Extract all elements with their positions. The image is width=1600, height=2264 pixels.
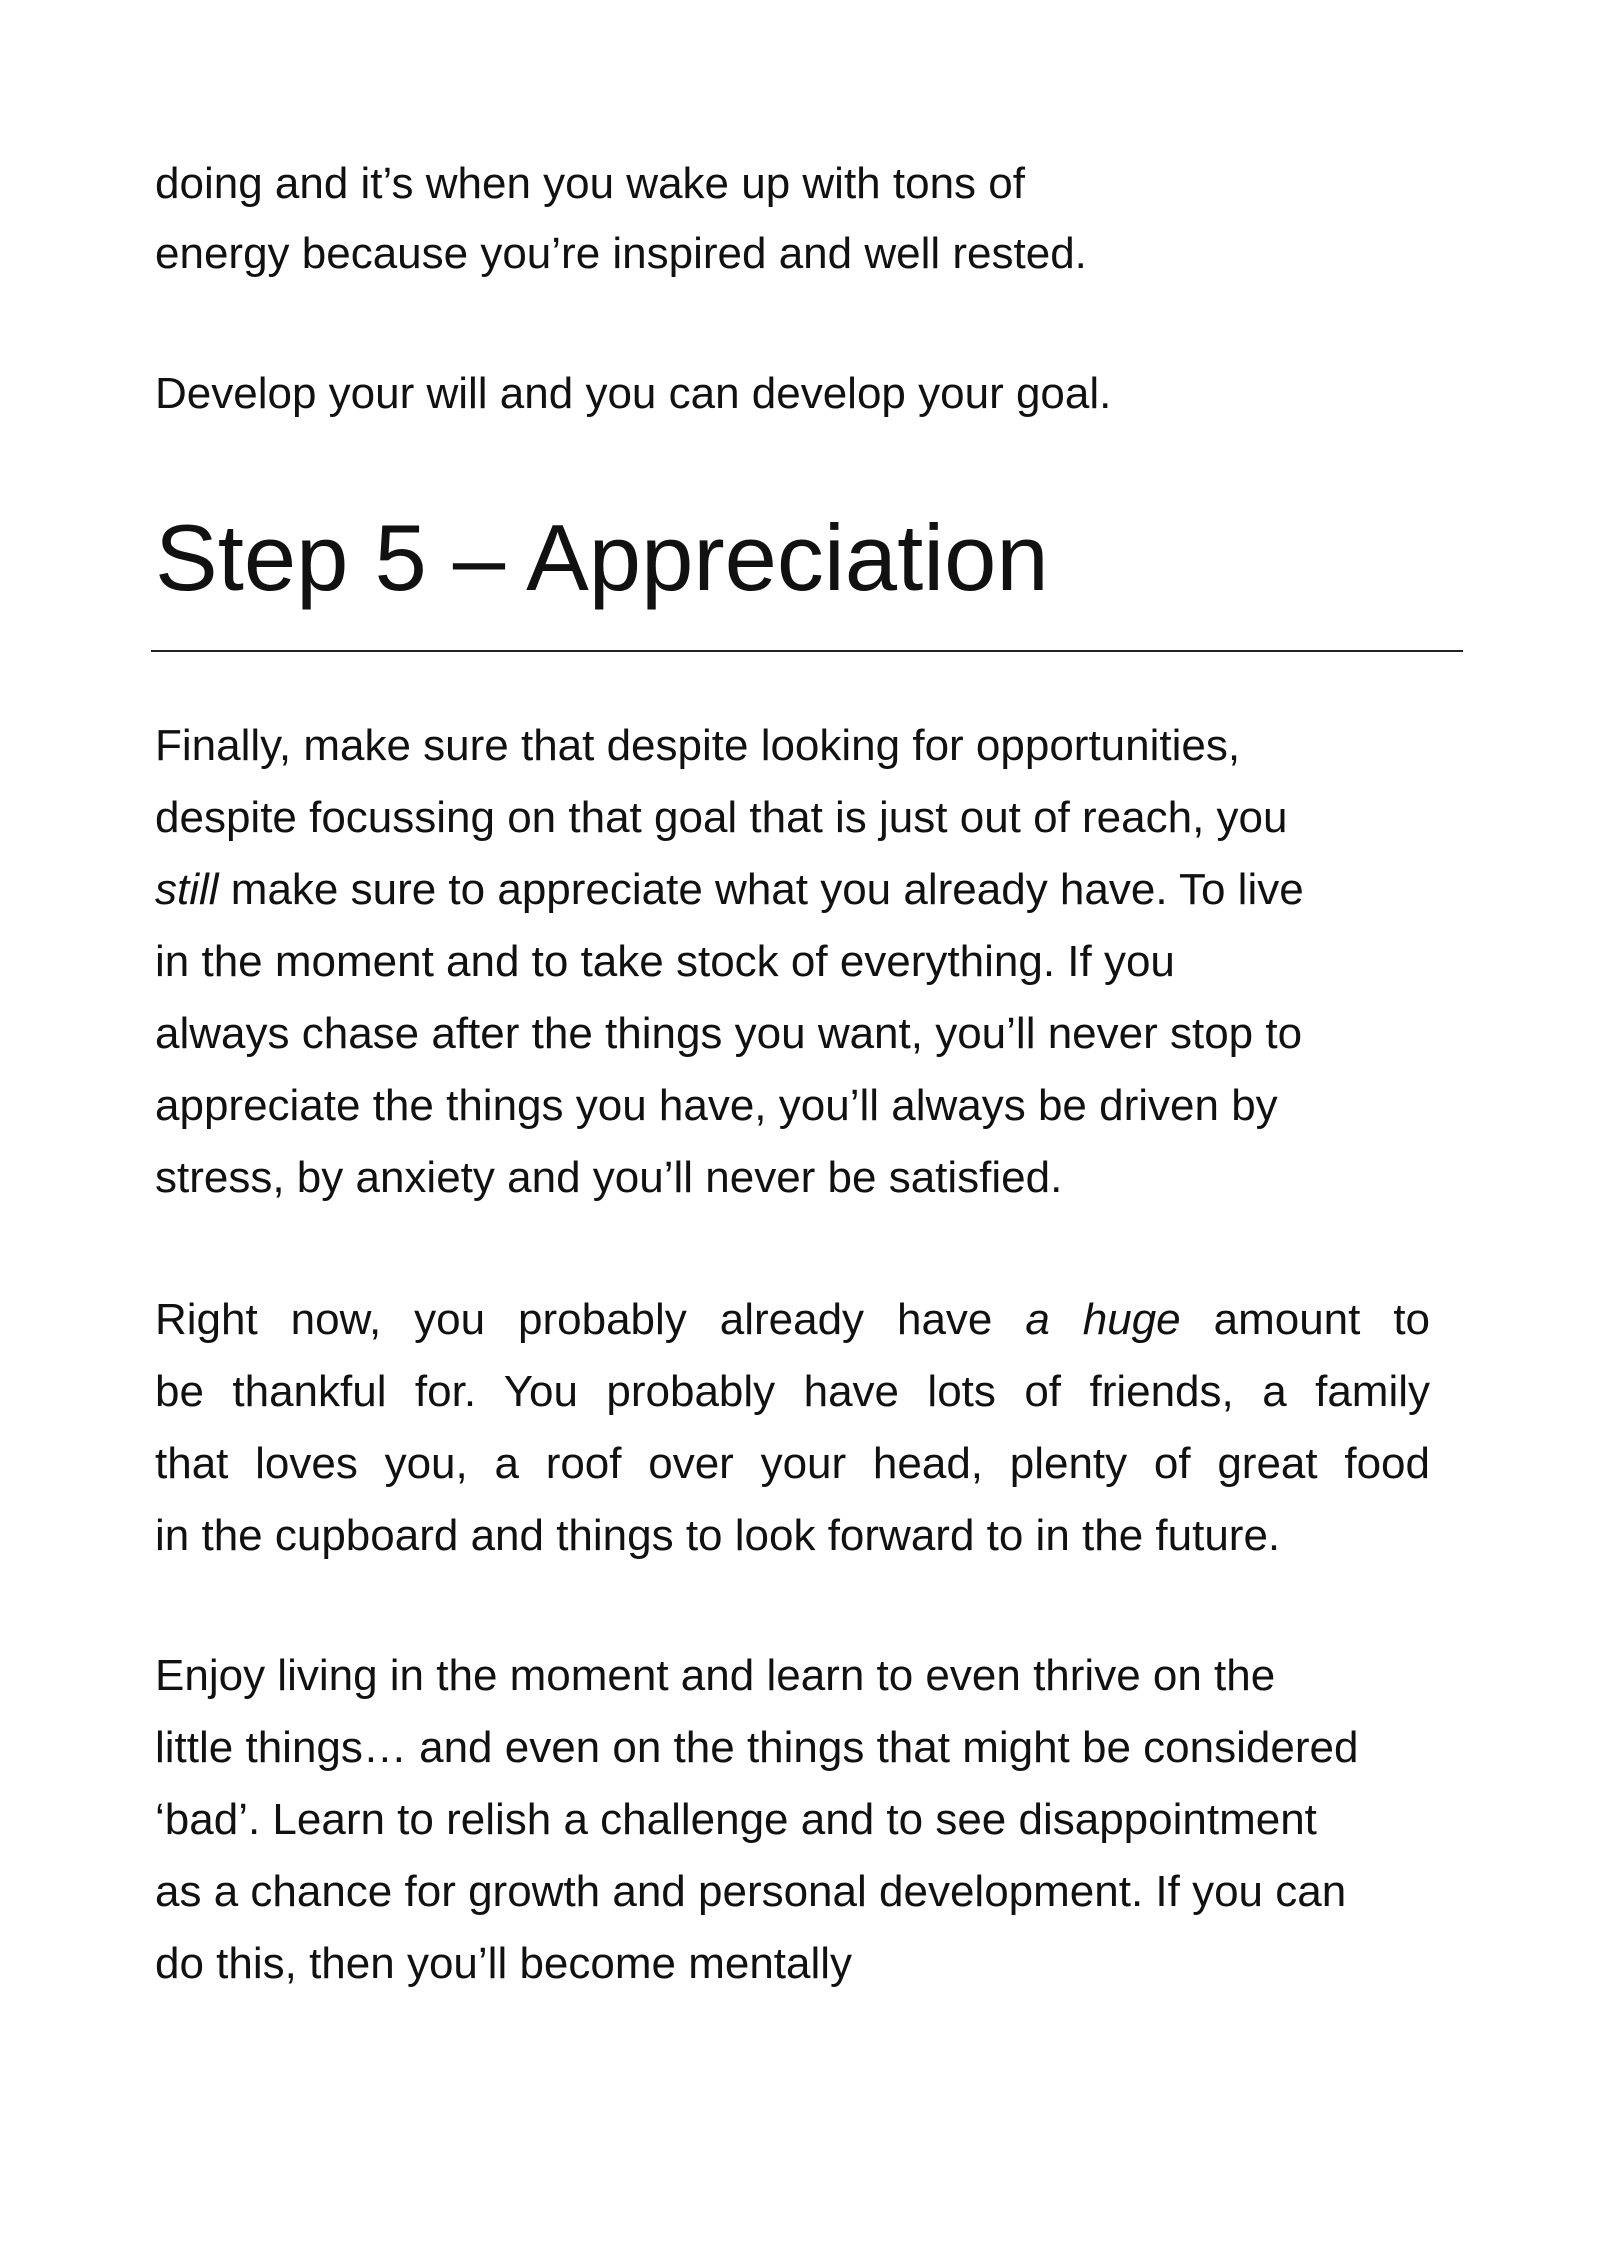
paragraph-1-line: always chase after the things you want, you’ll never stop to	[155, 1009, 1303, 1058]
heading-divider	[151, 650, 1463, 652]
emphasis-a-huge: a huge	[1025, 1295, 1181, 1344]
paragraph-1-line	[155, 854, 1304, 926]
emphasis-still: still	[155, 865, 219, 914]
paragraph-1-text: make sure to appreciate what you already have. To live	[218, 865, 1304, 914]
paragraph-3-line: little things… and even on the things that might be considered	[155, 1723, 1359, 1772]
paragraph-1-line: despite focussing on that goal that is just out of reach, you	[155, 793, 1288, 842]
paragraph-3-line: as a chance for growth and personal development. If you can	[155, 1867, 1347, 1916]
paragraph-1-line: appreciate the things you have, you’ll always be driven by	[155, 1081, 1278, 1130]
paragraph-2-line: that loves you, a roof over your head, plenty of great food	[155, 1439, 1430, 1488]
paragraph-2-line	[155, 1284, 1430, 1356]
paragraph-2-line: in the cupboard and things to look forward to in the future.	[155, 1511, 1281, 1560]
intro-closing: Develop your will and you can develop your goal.	[155, 369, 1112, 418]
paragraph-1-line: stress, by anxiety and you’ll never be satisfied.	[155, 1153, 1063, 1202]
paragraph-1-line: in the moment and to take stock of everything. If you	[155, 937, 1175, 986]
intro-line: doing and it’s when you wake up with tons of	[155, 159, 1025, 208]
paragraph-3-line: Enjoy living in the moment and learn to even thrive on the	[155, 1651, 1276, 1700]
paragraph-2-text: amount to	[1180, 1295, 1431, 1344]
intro-line: energy because you’re inspired and well rested.	[155, 229, 1087, 278]
section-heading: Step 5 – Appreciation	[155, 505, 1049, 610]
paragraph-2-text: Right now, you probably already have	[155, 1295, 1026, 1344]
paragraph-3-line: ‘bad’. Learn to relish a challenge and to see disappointment	[155, 1795, 1317, 1844]
paragraph-3-line: do this, then you’ll become mentally	[155, 1939, 853, 1988]
paragraph-2-line: be thankful for. You probably have lots of friends, a family	[155, 1367, 1430, 1416]
paragraph-1-line: Finally, make sure that despite looking for opportunities,	[155, 721, 1241, 770]
